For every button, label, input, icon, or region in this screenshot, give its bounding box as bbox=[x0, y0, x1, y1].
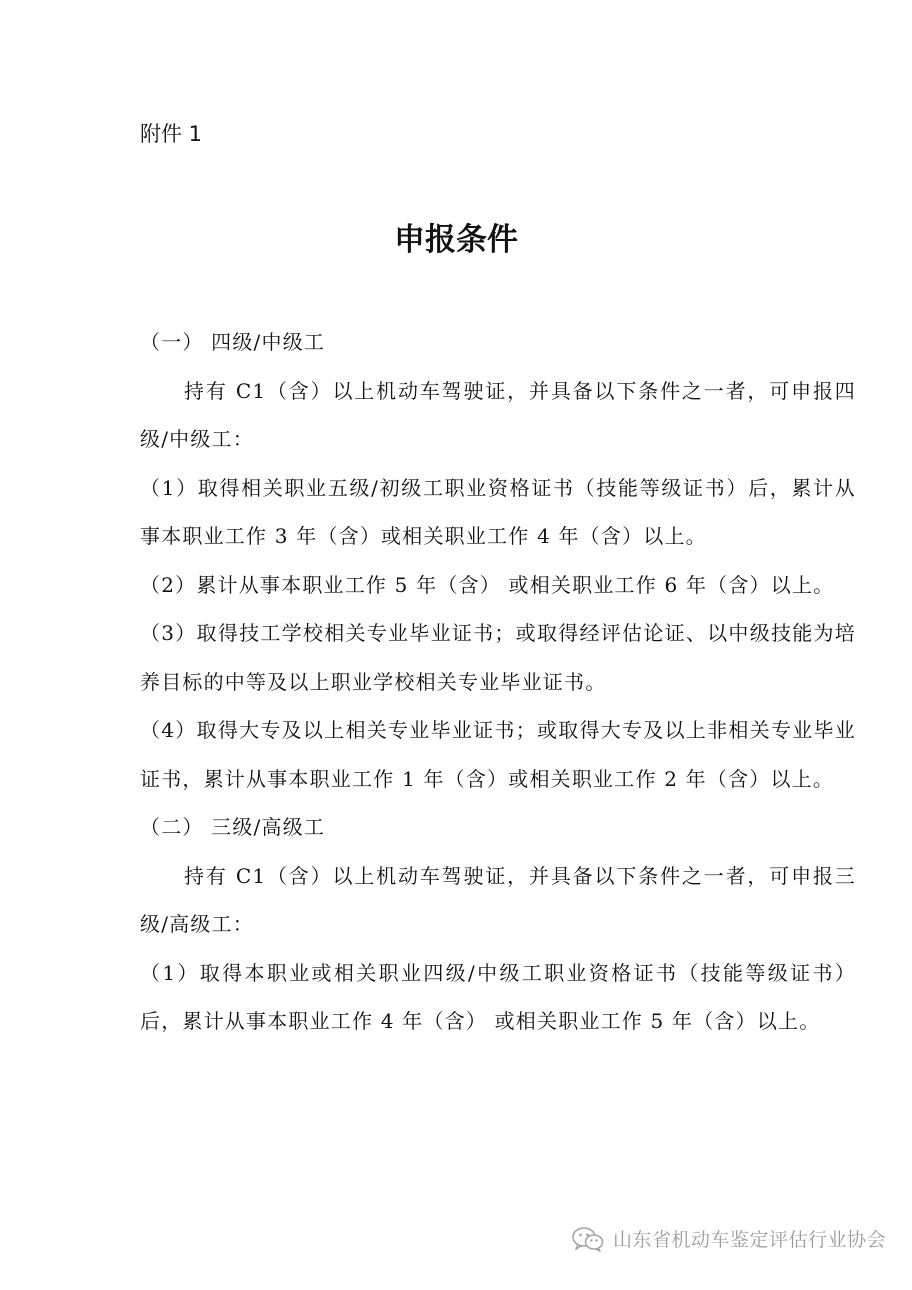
section-heading-level3: （二） 三级/高级工 bbox=[140, 815, 326, 839]
watermark-text: 山东省机动车鉴定评估行业协会 bbox=[612, 1229, 886, 1251]
attachment-label: 附件 1 bbox=[140, 122, 203, 146]
watermark bbox=[571, 1225, 886, 1252]
section-intro-level4: 持有 C1（含）以上机动车驾驶证，并具备以下条件之一者，可申报四级/中级工： bbox=[140, 378, 856, 451]
condition-item-level4-1: （1）取得相关职业五级/初级工职业资格证书（技能等级证书）后，累计从事本职业工作 3 年（含）或相关职业工作 4 年（含）以上。 bbox=[140, 475, 856, 548]
condition-item-level4-4: （4）取得大专及以上相关专业毕业证书；或取得大专及以上非相关专业毕业证书，累计从事本职业工作 1 年（含）或相关职业工作 2 年（含）以上。 bbox=[140, 718, 856, 791]
condition-item-level4-2: （2）累计从事本职业工作 5 年（含） 或相关职业工作 6 年（含）以上。 bbox=[140, 572, 835, 597]
condition-item-level4-3: （3）取得技工学校相关专业毕业证书；或取得经评估论证、以中级技能为培养目标的中等及以上职业学校相关专业毕业证书。 bbox=[140, 621, 856, 694]
page-title: 申报条件 bbox=[394, 222, 518, 258]
section-intro-level3: 持有 C1（含）以上机动车驾驶证，并具备以下条件之一者，可申报三级/高级工： bbox=[140, 863, 856, 936]
wechat-icon bbox=[571, 1226, 605, 1252]
condition-item-level3-1: （1）取得本职业或相关职业四级/中级工职业资格证书（技能等级证书）后，累计从事本职业工作 4 年（含） 或相关职业工作 5 年（含）以上。 bbox=[140, 960, 856, 1033]
section-heading-level4: （一） 四级/中级工 bbox=[140, 330, 326, 354]
document-body bbox=[140, 318, 856, 1046]
